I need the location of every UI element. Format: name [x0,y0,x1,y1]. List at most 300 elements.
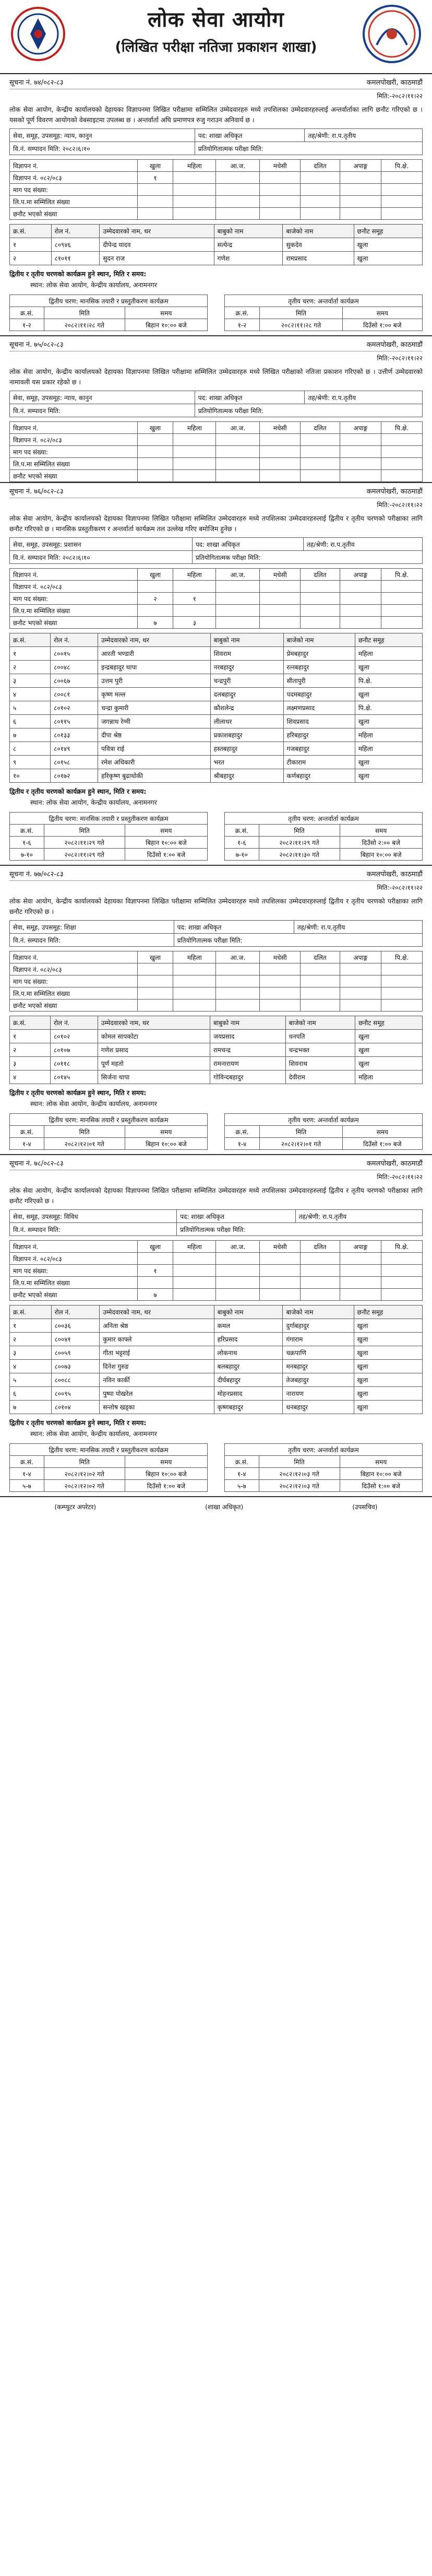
quota-cell [216,617,260,629]
table-row [224,837,422,849]
schedule-cell: २०८२।१२।०१ गते [44,1138,125,1150]
candidate-cell: भरत [210,756,283,769]
quota-cell [137,987,173,999]
candidate-cell: मनबहादुर [283,1360,354,1373]
table-row [224,849,422,861]
quota-header: अपाङ्ग [340,951,381,963]
candidate-cell: दलबहादुर [210,688,283,701]
candidate-cell: महिला [355,1071,423,1084]
candidate-cell: चन्द्रपुरी [210,674,283,688]
service-group: सेवा, समूह, उपसमूह: न्याय, कानुन [10,129,195,142]
quota-cell [340,172,381,184]
candidate-cell: खुला [355,1057,423,1071]
schedule-cell: दिउँसो २:०० बजे [340,837,423,849]
notice-section [0,866,432,1155]
quota-cell [216,975,260,987]
candidate-cell: खुला [355,1043,423,1057]
candidate-cell: रत्नबहादुर [283,661,355,674]
notice-date: मिति:-२०८२।११।२२ [377,884,423,891]
notice-body: लोक सेवा आयोग, केन्द्रीय कार्यालयको देहायका विज्ञापनमा लिखित परीक्षामा सम्मिलित उम्मेदवारहरु मध्ये तपशिलका उम्मेदवारहरुलाई द्वितीय र तृतीय चरणको परीक्षाका लागि छनौट गरिएको छ । [9,897,423,915]
schedule-title: द्वितीय चरण: मानसिक तयारी र प्रस्तुतीकरण कार्यक्रम [10,1114,208,1126]
table-row [10,742,423,756]
quota-grid [9,951,423,1011]
quota-cell [173,1265,216,1277]
notice-date: मिति:-२०८२।११।२२ [377,1173,423,1181]
quota-cell [381,184,423,196]
notice-body: लोक सेवा आयोग, केन्द्रीय कार्यालयको देहायका विज्ञापनमा लिखित परीक्षामा सम्मिलित उम्मेदवारहरु मध्ये तपशिलका उम्मेदवारहरुलाई अन्तर्वार्ताका लागि छनौट गरिएको छ । यसको पूर्ण विवरण आयोगको वेबसाइटमा उपलब्ध छ । अन्तर्वार्ता अघि प्रमाणपत्र रुजु गराउन अनिवार्य छ । [9,105,423,124]
schedule-cell: १-२ [10,319,44,331]
table-row [10,769,423,783]
left-schedule-table [9,812,208,861]
schedule-column-header: समय [125,1456,208,1468]
schedule-cell: बिहान १०:०० बजे [125,837,208,849]
anniversary-logo-icon [361,3,423,65]
quota-header: पि.क्षे. [381,569,423,581]
candidate-cell: खुला [354,1360,422,1373]
notice-section [0,74,432,336]
quota-header: अपाङ्ग [340,160,381,172]
schedule-title: द्वितीय चरण: मानसिक तयारी र प्रस्तुतीकरण कार्यक्रम [10,813,208,825]
candidate-column-header: उम्मेदवारको नाम, थर [98,1016,210,1030]
quota-cell [340,1289,381,1301]
quota-header: अपाङ्ग [340,422,381,434]
schedule-cell: बिहान १०:०० बजे [340,1468,423,1480]
schedule-column-header: क्र.सं. [224,825,259,837]
quota-header: पि.क्षे. [381,160,423,172]
quota-cell [216,446,260,458]
notice-sections [0,74,432,1513]
quota-cell [260,1289,301,1301]
quota-cell [137,581,173,593]
quota-cell [301,963,340,975]
candidate-column-header: उम्मेदवारको नाम, थर [98,633,211,647]
schedule-cell: २०८२।१२।०२ गते [44,1468,125,1480]
quota-cell [260,581,301,593]
candidate-cell: कृष्ण मल्ल [98,688,211,701]
signature-row [0,1497,432,1513]
quota-cell [340,184,381,196]
quota-header: दलित [301,422,340,434]
service-group: सेवा, समूह, उपसमूह: प्रशासन [10,538,193,551]
candidate-cell: खुला [355,715,422,728]
candidate-cell: ८००९५ [51,1387,100,1401]
signature-label: (शाखा अधिकृत) [205,1503,244,1511]
quota-cell [301,172,340,184]
candidate-cell: ६ [10,1387,52,1401]
candidate-cell: पि.क्षे. [355,674,422,688]
quota-cell [260,617,301,629]
quota-header: खुला [137,569,173,581]
candidate-cell: कृष्णबहादुर [214,1401,283,1414]
candidate-cell: रामप्रसाद [283,252,354,265]
quota-cell: माग पद संख्या: [10,1265,138,1277]
quota-cell [216,208,260,220]
candidate-cell: देवीराम [285,1071,355,1084]
schedule-column-header: मिति [260,307,343,319]
candidate-cell: ८१०११ [51,252,100,265]
notice-body: लोक सेवा आयोग, केन्द्रीय कार्यालयको देहायका विज्ञापनमा लिखित परीक्षामा सम्मिलित उम्मेदवारहरु मध्ये लिखित परीक्षाको नतिजा प्रकाशन गरिएको छ । उत्तीर्ण उम्मेदवारको नामावली यस प्रकार रहेको छ । [9,368,423,386]
post-info-table [9,1209,423,1236]
candidate-cell: चक्रपाणि [283,1346,354,1360]
candidate-cell: आरती भण्डारी [98,647,211,661]
schedule-column-header: समय [342,307,422,319]
notice-number: सूचना नं. ७६/०८२-८३ [9,488,64,496]
candidate-cell: नरबहादुर [210,661,283,674]
table-row [10,701,423,715]
notice-date: मिति:-२०८२।११।२२ [377,92,423,100]
candidate-cell: ८००४१ [51,1333,100,1346]
notice-ref-row [9,1155,423,1170]
candidate-column-header: छनौट समूह [354,225,422,238]
candidate-cell: कुमार काफ्ले [100,1333,214,1346]
exam-method: प्रतियोगितात्मक परीक्षा मिति: [195,142,422,155]
quota-cell [173,1253,216,1265]
quota-cell [381,458,423,470]
candidate-cell: ८०११८ [51,1057,98,1071]
quota-header: मधेसी [260,1241,301,1253]
exam-method: प्रतियोगितात्मक परीक्षा मिति: [177,1223,423,1236]
schedule-tables [9,290,423,335]
quota-cell [173,987,216,999]
quota-cell [260,208,301,220]
candidate-cell: खुला [354,1333,422,1346]
quota-cell: माग पद संख्या: [10,593,138,605]
quota-cell: विज्ञापन नं. ०८२/०८३ [10,963,138,975]
schedule-cell: १-४ [10,1138,44,1150]
schedule-tables [9,808,423,865]
schedule-column-header: मिति [44,1126,125,1138]
quota-cell [340,581,381,593]
notice-body: लोक सेवा आयोग, केन्द्रीय कार्यालयको देहायका विज्ञापनमा लिखित परीक्षामा सम्मिलित उम्मेदवारहरु मध्ये तपशिलका उम्मेदवारहरुलाई द्वितीय र तृतीय चरणको परीक्षाका लागि छनौट गरिएको छ । मानसिक प्रस्तुतीकरण र अन्तर्वार्ता कार्यक्रम तल उल्लेख गरिए बमोजिम हुनेछ । [9,514,423,533]
schedule-tables [9,1439,423,1496]
schedule-column-header: क्र.सं. [10,1126,44,1138]
quota-cell [216,1277,260,1289]
quota-header: दलित [301,1241,340,1253]
candidate-column-header: उम्मेदवारको नाम, थर [100,1305,214,1319]
quota-cell [260,1253,301,1265]
notice-section [0,483,432,866]
candidate-column-header: बाजेको नाम [283,633,355,647]
quota-header: विज्ञापन नं. [10,160,138,172]
notice-body: लोक सेवा आयोग, केन्द्रीय कार्यालयको देहायका विज्ञापनमा लिखित परीक्षामा सम्मिलित उम्मेदवारहरु मध्ये तपशिलका उम्मेदवारहरुलाई द्वितीय र तृतीय चरणको परीक्षाका लागि छनौट गरिएको छ । [9,1186,423,1205]
candidate-cell: तेजबहादुर [283,1373,354,1387]
candidate-cell: १० [10,769,51,783]
schedule-label: द्वितीय र तृतीय चरणको कार्यक्रम हुने स्थान, मिति र समय: [9,787,147,795]
quota-cell [137,196,173,208]
schedule-column-header: मिति [260,1126,343,1138]
signature-label: (उपसचिव) [352,1503,378,1511]
table-row [10,1373,423,1387]
quota-cell [260,987,301,999]
table-row [224,1138,422,1150]
candidate-cell: ८०१४९ [51,742,98,756]
quota-cell [173,963,216,975]
quota-cell [260,470,301,482]
schedule-cell: ५-७ [224,1480,259,1492]
schedule-cell: १-६ [224,837,259,849]
right-schedule-table [224,812,423,861]
candidate-cell: ९ [10,756,51,769]
notice-ref-row [9,866,423,881]
quota-header: खुला [137,160,173,172]
candidate-cell: ८ [10,742,51,756]
quota-cell: २ [137,593,173,605]
schedule-column-header: क्र.सं. [224,1456,259,1468]
candidate-cell: दीर्घबहादुर [214,1373,283,1387]
quota-cell [173,1289,216,1301]
quota-cell [381,593,423,605]
schedule-tables [9,1109,423,1154]
quota-cell: ७ [137,1289,173,1301]
candidate-cell: हरिबहादुर [283,728,355,742]
office-location: कमलपोखरी, काठमाडौं [366,1160,423,1168]
candidate-column-header: छनौट समूह [354,1305,422,1319]
schedule-column-header: क्र.सं. [10,307,44,319]
candidate-cell: महिला [355,728,422,742]
candidate-cell: सत्येन्द्र [214,238,283,252]
table-row [10,252,423,265]
page-header [0,0,432,74]
notice-section [0,336,432,483]
quota-cell [301,593,340,605]
quota-cell [340,593,381,605]
candidate-cell: १ [10,647,51,661]
schedule-column-header: समय [340,1456,423,1468]
schedule-cell: बिहान १०:०० बजे [340,849,423,861]
quota-cell [340,434,381,446]
post-level: तह/श्रेणी: रा.प.तृतीय [305,391,423,404]
office-location: कमलपोखरी, काठमाडौं [366,871,423,878]
quota-cell [381,1277,423,1289]
quota-header: महिला [173,951,216,963]
quota-cell [340,963,381,975]
schedule-cell: २०८२।११।२८ गते [44,319,125,331]
quota-cell [260,184,301,196]
table-row [10,1138,208,1150]
quota-cell [260,458,301,470]
schedule-cell: २०८२।१२।०३ गते [259,1480,340,1492]
candidate-cell: नारायण [283,1387,354,1401]
notice-number: सूचना नं. ७४/०८२-८३ [9,79,64,87]
candidate-cell: दीपेन्द्र यादव [100,238,214,252]
quota-cell [260,1277,301,1289]
candidate-cell: चन्द्रा कुमारी [98,701,211,715]
candidate-table [9,633,423,783]
quota-cell: माग पद संख्या: [10,184,138,196]
candidate-cell: लोकनाथ [214,1346,283,1360]
candidate-cell: हरिप्रसाद [214,1333,283,1346]
table-row [10,1387,423,1401]
table-row [10,715,423,728]
quota-cell [340,617,381,629]
quota-cell: छनौट भएको संख्या [10,617,138,629]
schedule-label: द्वितीय र तृतीय चरणको कार्यक्रम हुने स्थान, मिति र समय: [9,1089,147,1097]
candidate-cell: धनबहादुर [283,1401,354,1414]
table-row [10,238,423,252]
service-group: सेवा, समूह, उपसमूह: शिक्षा [10,921,174,934]
table-row [10,674,423,688]
candidate-column-header: रोल नं. [51,633,98,647]
quota-header: विज्ञापन नं. [10,951,138,963]
quota-cell [301,617,340,629]
candidate-cell: महिला [355,647,422,661]
quota-header: मधेसी [260,569,301,581]
quota-cell [340,470,381,482]
candidate-column-header: बाजेको नाम [283,225,354,238]
schedule-cell: १-४ [224,1138,259,1150]
table-row [10,1057,423,1071]
schedule-column-header: समय [125,825,208,837]
quota-cell [301,196,340,208]
candidate-cell: ८०१०२ [51,1030,98,1043]
candidate-cell: सुकदेव [283,238,354,252]
quota-cell [381,208,423,220]
quota-cell: १ [137,1265,173,1277]
candidate-cell: कोमल सापकोटा [98,1030,210,1043]
quota-cell [301,184,340,196]
candidate-column-header: बाबुको नाम [214,1305,283,1319]
quota-cell [381,975,423,987]
quota-cell [173,581,216,593]
candidate-column-header: बाबुको नाम [210,1016,286,1030]
schedule-column-header: समय [342,1126,422,1138]
schedule-cell: २०८२।११।२८ गते [260,319,343,331]
candidate-cell: खुला [354,238,422,252]
quota-cell [381,1253,423,1265]
candidate-cell: टीकाराम [283,756,355,769]
candidate-cell: शिवनाथ [285,1057,355,1071]
ad-date: वि.नं. सम्पादन मिति: २०८२।६।१० [10,142,195,155]
table-row [10,1043,423,1057]
quota-cell [301,458,340,470]
schedule-column-header: मिति [259,825,340,837]
page-subtitle: (लिखित परीक्षा नतिजा प्रकाशन शाखा) [115,39,317,55]
candidate-cell: ८००३६ [51,1319,100,1333]
candidate-cell: इन्द्रबहादुर थापा [98,661,211,674]
quota-cell [173,208,216,220]
quota-cell [381,172,423,184]
quota-cell [381,987,423,999]
quota-cell [301,987,340,999]
table-row [10,1030,423,1043]
quota-cell [301,434,340,446]
candidate-cell: सीतापुरी [283,674,355,688]
schedule-cell: बिहान १०:०० बजे [125,1468,208,1480]
right-schedule-table [224,1113,423,1150]
quota-cell [260,1265,301,1277]
schedule-cell: २०८२।११।२९ गते [44,837,125,849]
schedule-column-header: समय [125,307,208,319]
candidate-cell: नविन कार्की [100,1373,214,1387]
post-name: पद: शाखा अधिकृत [195,129,305,142]
quota-header: दलित [301,160,340,172]
quota-cell [173,1277,216,1289]
quota-cell [340,1265,381,1277]
quota-cell [137,184,173,196]
candidate-cell: ८००८८ [51,1373,100,1387]
schedule-cell: २०८२।११।२९ गते [259,837,340,849]
post-name: पद: शाखा अधिकृत [174,921,294,934]
candidate-cell: ४ [10,1360,52,1373]
candidate-cell: खुला [354,1373,422,1387]
candidate-cell: २ [10,1043,51,1057]
candidate-cell: प्रकाशबहादुर [210,728,283,742]
schedule-column-header: मिति [44,825,125,837]
schedule-column-header: मिति [44,1456,125,1468]
quota-cell [216,987,260,999]
quota-cell [301,470,340,482]
quota-header: विज्ञापन नं. [10,422,138,434]
candidate-cell: गोविन्दबहादुर [210,1071,286,1084]
quota-cell [340,446,381,458]
left-schedule-table [9,295,208,331]
quota-cell [260,975,301,987]
post-info-table [9,128,423,155]
quota-cell [340,1277,381,1289]
post-name: पद: शाखा अधिकृत [192,538,303,551]
quota-header: आ.ज. [216,1241,260,1253]
quota-header: पि.क्षे. [381,1241,423,1253]
page-title: लोक सेवा आयोग [148,8,284,32]
candidate-cell: रामचन्द्र [210,1043,286,1057]
quota-cell [137,975,173,987]
quota-header: विज्ञापन नं. [10,1241,138,1253]
quota-cell: लि.प.मा सम्मिलित संख्या [10,196,138,208]
quota-cell [381,1289,423,1301]
schedule-cell: ७-१० [224,849,259,861]
candidate-cell: ८०९४६ [51,238,100,252]
quota-header: महिला [173,569,216,581]
schedule-cell: ७-१० [10,849,44,861]
notice-number: सूचना नं. ७७/०८२-८३ [9,871,64,878]
post-info-table [9,391,423,417]
service-group: सेवा, समूह, उपसमूह: न्याय, कानुन [10,391,195,404]
candidate-cell: ८००६७ [51,674,98,688]
candidate-column-header: क्र.सं. [10,1305,52,1319]
schedule-cell: दिउँसो १:०० बजे [342,1138,422,1150]
signature-label: (कम्प्युटर अपरेटर) [54,1503,97,1511]
candidate-cell: ८००८१ [51,688,98,701]
candidate-cell: ४ [10,688,51,701]
post-level: तह/श्रेणी: रा.प.तृतीय [305,129,423,142]
quota-cell [340,208,381,220]
candidate-column-header: छनौट समूह [355,633,422,647]
schedule-title: तृतीय चरण: अन्तर्वार्ता कार्यक्रम [224,1444,422,1456]
candidate-cell: जगन्नाथ रेग्मी [98,715,211,728]
schedule-cell: दिउँसो १:०० बजे [342,319,422,331]
notice-date: मिति:-२०८२।११।२२ [377,355,423,362]
candidate-column-header: रोल नं. [51,1016,98,1030]
quota-cell [173,999,216,1011]
candidate-cell: खुला [354,1401,422,1414]
quota-cell [216,470,260,482]
candidate-cell: ३ [10,674,51,688]
candidate-table [9,224,423,265]
table-row [10,688,423,701]
quota-header: पि.क्षे. [381,951,423,963]
schedule-column-header: क्र.सं. [224,1126,259,1138]
quota-cell: माग पद संख्या: [10,975,138,987]
quota-header: खुला [137,951,173,963]
quota-cell [137,1277,173,1289]
quota-cell [340,975,381,987]
candidate-cell: ४ [10,1071,51,1084]
quota-cell [216,999,260,1011]
quota-cell [173,458,216,470]
candidate-column-header: बाजेको नाम [283,1305,354,1319]
quota-header: अपाङ्ग [340,1241,381,1253]
quota-cell [301,1253,340,1265]
